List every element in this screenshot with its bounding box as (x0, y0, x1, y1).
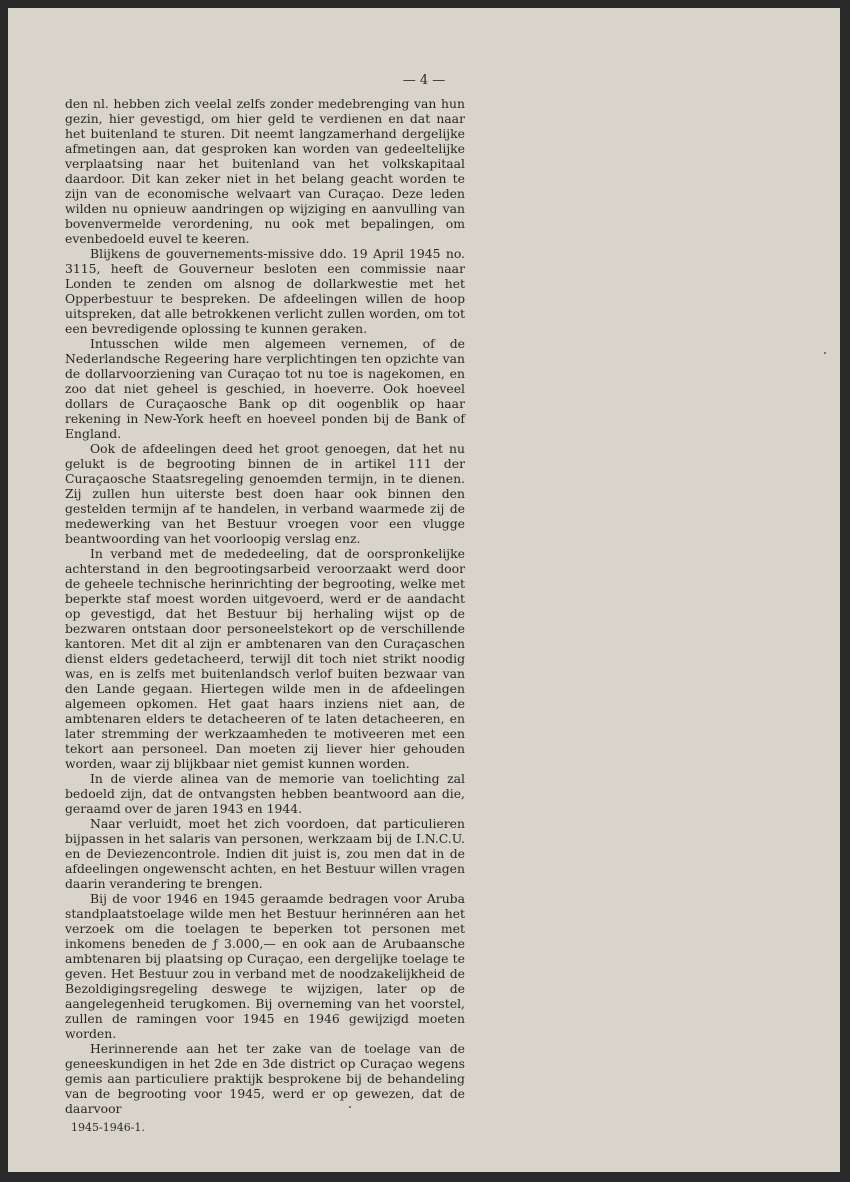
body-text (65, 96, 465, 1116)
paragraph: Bij de voor 1946 en 1945 geraamde bedragen voor Aruba standplaatstoelage wilde men het Bestuur herinnéren aan het verzoek om die toelagen te beperken tot personen met inkomens beneden de ƒ 3.000,— en ook aan de Arubaansche ambtenaren bij plaatsing op Curaçao, een dergelijke toelage te geven. Het Bestuur zou in verband met de noodzakelijkheid de Bezoldigingsregeling deswege te wijzigen, later op de aangelegenheid terugkomen. Bij overneming van het voorstel, zullen de ramingen voor 1945 en 1946 gewijzigd moeten worden. (65, 891, 465, 1041)
paragraph: Blijkens de gouvernements-missive ddo. 19 April 1945 no. 3115, heeft de Gouverneur besloten een commissie naar Londen te zenden om alsnog de dollarkwestie met het Opperbestuur te bespreken. De afdeelingen willen de hoop uitspreken, dat alle betrokkenen verlicht zullen worden, om tot een bevredigende oplossing te kunnen geraken. (65, 246, 465, 336)
paragraph: In verband met de mededeeling, dat de oorspronkelijke achterstand in den begrootingsarbeid veroorzaakt werd door de geheele technische herinrichting der begrooting, welke met beperkte staf moest worden uitgevoerd, werd er de aandacht op gevestigd, dat het Bestuur bij herhaling wijst op de bezwaren ontstaan door personeelstekort op de verschillende kantoren. Met dit al zijn er ambtenaren van den Curaçaschen dienst elders gedetacheerd, terwijl dit toch niet strikt noodig was, en is zelfs met buitenlandsch verlof buiten bezwaar van den Lande gegaan. Hiertegen wilde men in de afdeelingen algemeen opkomen. Het gaat haars inziens niet aan, de ambtenaren elders te detacheeren of te laten detacheeren, en later stremming der werkzaamheden te motiveeren met een tekort aan personeel. Dan moeten zij liever hier gehouden worden, waar zij blijkbaar niet gemist kunnen worden. (65, 546, 465, 771)
paragraph: Intusschen wilde men algemeen vernemen, of de Nederlandsche Regeering hare verplichtingen ten opzichte van de dollarvoorziening van Curaçao tot nu toe is nagekomen, en zoo dat niet geheel is geschied, in hoeverre. Ook hoeveel dollars de Curaçaosche Bank op dit oogenblik op haar rekening in New-York heeft en hoeveel ponden bij de Bank of England. (65, 336, 465, 441)
paragraph: Naar verluidt, moet het zich voordoen, dat particulieren bijpassen in het salaris van personen, werkzaam bij de I.N.C.U. en de Deviezencontrole. Indien dit juist is, zou men dat in de afdeelingen ongewenscht achten, en het Bestuur willen vragen daarin verandering te brengen. (65, 816, 465, 891)
footer-code: 1945-1946-1. (71, 1121, 145, 1134)
paper-speck (824, 352, 826, 354)
document-page (8, 8, 840, 1172)
paragraph: Herinnerende aan het ter zake van de toelage van de geneeskundigen in het 2de en 3de district op Curaçao wegens gemis aan particuliere praktijk besprokene bij de behandeling van de begrooting voor 1945, werd er op gewezen, dat de daarvoor (65, 1041, 465, 1116)
paragraph: den nl. hebben zich veelal zelfs zonder medebrenging van hun gezin, hier gevestigd, om hier geld te verdienen en dat naar het buitenland te sturen. Dit neemt langzamerhand dergelijke afmetingen aan, dat gesproken kan worden van gedeeltelijke verplaatsing naar het buitenland van het volkskapitaal daardoor. Dit kan zeker niet in het belang geacht worden te zijn van de economische welvaart van Curaçao. Deze leden wilden nu opnieuw aandringen op wijziging en aanvulling van bovenvermelde verordening, nu ook met bepalingen, om evenbedoeld euvel te keeren. (65, 96, 465, 246)
page-number: — 4 — (402, 73, 446, 88)
paragraph: In de vierde alinea van de memorie van toelichting zal bedoeld zijn, dat de ontvangsten hebben beantwoord aan die, geraamd over de jaren 1943 en 1944. (65, 771, 465, 816)
paragraph: Ook de afdeelingen deed het groot genoegen, dat het nu gelukt is de begrooting binnen de in artikel 111 der Curaçaosche Staatsregeling genoemden termijn, in te dienen. Zij zullen hun uiterste best doen haar ook binnen den gestelden termijn af te handelen, in verband waarmede zij de medewerking van het Bestuur vroegen voor een vlugge beantwoording van het voorloopig verslag enz. (65, 441, 465, 546)
paper-speck (349, 1106, 351, 1108)
